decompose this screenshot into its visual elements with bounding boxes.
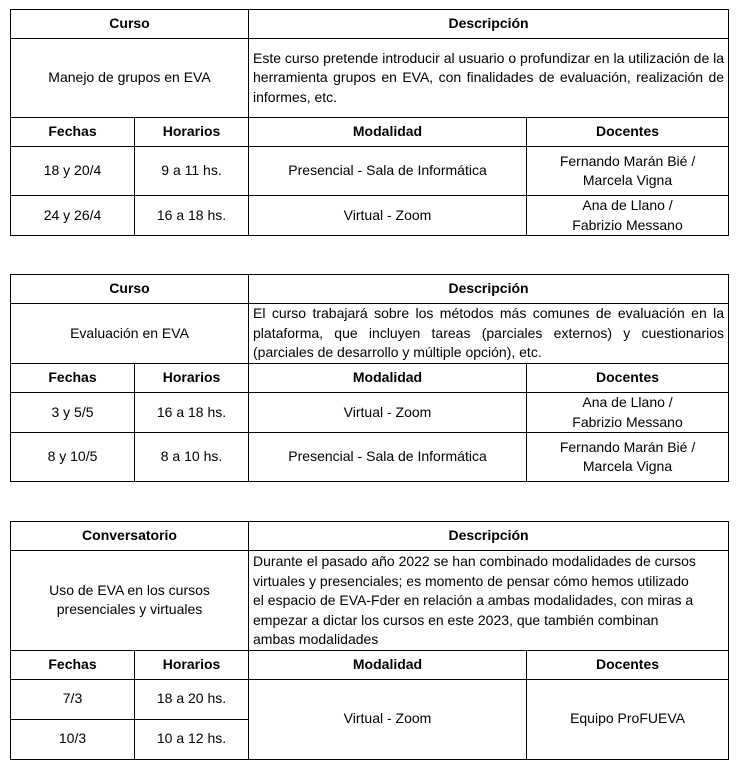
docente-line: Fabrizio Messano [572,413,683,430]
col-modalidad: Modalidad [249,364,527,393]
docente-line: Fabrizio Messano [572,216,683,233]
horarios-cell: 16 a 18 hs. [135,393,249,433]
docentes-cell [527,147,729,196]
header-curso: Curso [11,275,249,304]
table-row [11,433,729,482]
horarios-cell: 10 a 12 hs. [135,719,249,759]
description-line: ambas modalidades [253,631,379,647]
horarios-cell: 8 a 10 hs. [135,433,249,482]
col-horarios: Horarios [135,650,249,679]
fechas-cell: 18 y 20/4 [11,147,135,196]
table-row [11,196,729,236]
docente-line: Ana de Llano / [582,197,673,213]
fechas-cell: 24 y 26/4 [11,196,135,236]
col-docentes: Docentes [527,118,729,147]
col-fechas: Fechas [11,118,135,147]
fechas-cell: 7/3 [11,679,135,719]
col-horarios: Horarios [135,364,249,393]
description-line: el espacio de EVA-Fder en relación a ambas modalidades, con miras a [253,592,694,608]
col-docentes: Docentes [527,364,729,393]
col-docentes: Docentes [527,650,729,679]
docentes-cell [527,433,729,482]
col-fechas: Fechas [11,364,135,393]
modalidad-cell: Presencial - Sala de Informática [249,433,527,482]
col-modalidad: Modalidad [249,650,527,679]
docente-line: Fernando Marán Bié / [559,438,696,455]
table-row [11,679,729,719]
conversatorio-name [11,551,249,651]
header-curso: Curso [11,10,249,39]
header-conversatorio: Conversatorio [11,522,249,551]
header-descripcion: Descripción [249,10,729,39]
horarios-cell: 18 a 20 hs. [135,679,249,719]
horarios-cell: 16 a 18 hs. [135,196,249,236]
table-row [11,393,729,433]
col-modalidad: Modalidad [249,118,527,147]
fechas-cell: 8 y 10/5 [11,433,135,482]
description-line: Durante el pasado año 2022 se han combinado modalidades de cursos [253,553,696,569]
col-horarios: Horarios [135,118,249,147]
modalidad-cell: Presencial - Sala de Informática [249,147,527,196]
modalidad-cell: Virtual - Zoom [249,679,527,759]
docente-line: Marcela Vigna [582,458,673,474]
description-line: virtuales y presenciales; es momento de pensar cómo hemos utilizado [253,572,689,589]
name-line: presenciales y virtuales [56,601,203,618]
docentes-cell [527,393,729,433]
name-line: Uso de EVA en los cursos [49,581,210,598]
docentes-cell [527,196,729,236]
docente-line: Marcela Vigna [582,172,673,188]
col-fechas: Fechas [11,650,135,679]
course-description: El curso trabajará sobre los métodos más comunes de evaluación en la plataforma, que incluyen tareas (parciales externos) y cuestionarios (parciales de desarrollo y múltiple opción), etc. [249,304,729,364]
course-table-grupos [10,9,729,236]
docente-line: Fernando Marán Bié / [559,152,696,169]
description-line: empezar a dictar los cursos en este 2023, que también combinan [253,611,659,628]
docentes-cell: Equipo ProFUEVA [527,679,729,759]
table-row [11,147,729,196]
docente-line: Ana de Llano / [582,394,673,410]
fechas-cell: 10/3 [11,719,135,759]
modalidad-cell: Virtual - Zoom [249,196,527,236]
course-table-evaluacion [10,274,729,482]
modalidad-cell: Virtual - Zoom [249,393,527,433]
conversatorio-description [249,551,729,651]
course-description: Este curso pretende introducir al usuario o profundizar en la utilización de la herramienta grupos en EVA, con finalidades de evaluación, realización de informes, etc. [249,39,729,118]
header-descripcion: Descripción [249,275,729,304]
course-name: Evaluación en EVA [11,304,249,364]
conversatorio-table [10,521,729,760]
horarios-cell: 9 a 11 hs. [135,147,249,196]
fechas-cell: 3 y 5/5 [11,393,135,433]
course-name: Manejo de grupos en EVA [11,39,249,118]
header-descripcion: Descripción [249,522,729,551]
